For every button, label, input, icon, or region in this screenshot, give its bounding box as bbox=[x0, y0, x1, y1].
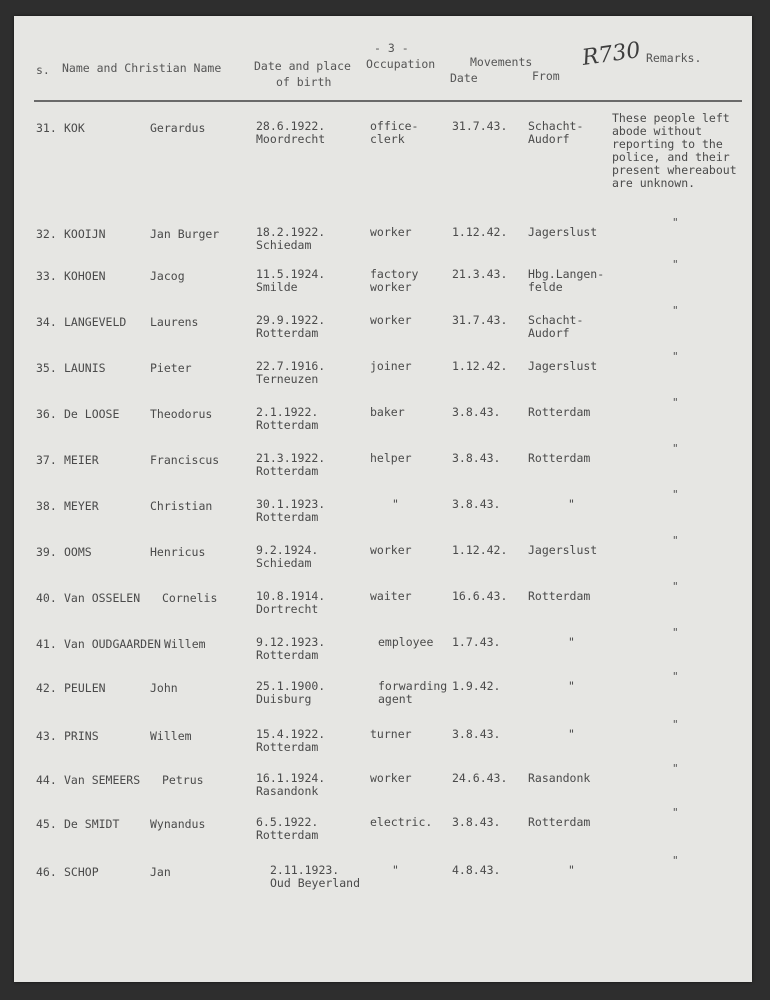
row-number: 39. bbox=[36, 545, 57, 559]
remarks-ditto: " bbox=[672, 762, 679, 775]
birth-place: Schiedam bbox=[256, 556, 312, 570]
given-name: John bbox=[150, 681, 178, 695]
remarks-line: police, and their bbox=[612, 150, 730, 164]
remarks-ditto: " bbox=[672, 216, 679, 229]
given-name: Willem bbox=[164, 637, 206, 651]
movement-date: 31.7.43. bbox=[452, 119, 508, 133]
movement-date: 31.7.43. bbox=[452, 313, 508, 327]
occupation-line2: clerk bbox=[370, 132, 405, 146]
row-number: 42. bbox=[36, 681, 57, 695]
movement-from: " bbox=[568, 679, 575, 693]
movement-from: Jagerslust bbox=[528, 359, 598, 373]
row-number: 36. bbox=[36, 407, 57, 421]
header-name: Name and Christian Name bbox=[62, 61, 222, 75]
remarks-ditto: " bbox=[672, 396, 679, 409]
page-number: - 3 - bbox=[374, 41, 409, 55]
occupation: worker bbox=[370, 313, 412, 327]
remarks-ditto: " bbox=[672, 718, 679, 731]
given-name: Franciscus bbox=[150, 453, 220, 467]
row-number: 40. bbox=[36, 591, 57, 605]
header-rule bbox=[34, 100, 742, 102]
header-birth-line1: Date and place bbox=[254, 59, 351, 73]
occupation: turner bbox=[370, 727, 412, 741]
birth-date: 10.8.1914. bbox=[256, 589, 326, 603]
birth-place: Rotterdam bbox=[256, 740, 319, 754]
occupation: forwarding bbox=[378, 679, 448, 693]
occupation-line2: worker bbox=[370, 280, 412, 294]
remarks-ditto: " bbox=[672, 580, 679, 593]
birth-date: 22.7.1916. bbox=[256, 359, 326, 373]
given-name: Willem bbox=[150, 729, 192, 743]
movement-date: 16.6.43. bbox=[452, 589, 508, 603]
movement-date: 1.12.42. bbox=[452, 543, 508, 557]
birth-date: 2.1.1922. bbox=[256, 405, 319, 419]
surname: Van SEMEERS bbox=[64, 773, 141, 787]
movement-date: 1.12.42. bbox=[452, 225, 508, 239]
surname: Van OSSELEN bbox=[64, 591, 141, 605]
movement-date: 21.3.43. bbox=[452, 267, 508, 281]
movement-from: " bbox=[568, 863, 575, 877]
document-page bbox=[14, 16, 752, 982]
birth-place: Rotterdam bbox=[256, 648, 319, 662]
movement-from-line2: Audorf bbox=[528, 326, 570, 340]
header-from: From bbox=[532, 69, 560, 83]
remarks-ditto: " bbox=[672, 350, 679, 363]
occupation: joiner bbox=[370, 359, 412, 373]
occupation: worker bbox=[370, 543, 412, 557]
remarks-ditto: " bbox=[672, 304, 679, 317]
movement-from: Jagerslust bbox=[528, 543, 598, 557]
birth-place: Rotterdam bbox=[256, 418, 319, 432]
birth-date: 15.4.1922. bbox=[256, 727, 326, 741]
given-name: Pieter bbox=[150, 361, 192, 375]
movement-from: Rotterdam bbox=[528, 405, 591, 419]
remarks-ditto: " bbox=[672, 534, 679, 547]
birth-date: 21.3.1922. bbox=[256, 451, 326, 465]
movement-from: Hbg.Langen- bbox=[528, 267, 605, 281]
birth-date: 30.1.1923. bbox=[256, 497, 326, 511]
birth-date: 9.2.1924. bbox=[256, 543, 319, 557]
occupation: " bbox=[392, 497, 399, 511]
movement-from: Rotterdam bbox=[528, 815, 591, 829]
occupation: " bbox=[392, 863, 399, 877]
birth-place: Duisburg bbox=[256, 692, 312, 706]
occupation: worker bbox=[370, 225, 412, 239]
row-number: 45. bbox=[36, 817, 57, 831]
occupation: baker bbox=[370, 405, 405, 419]
occupation: helper bbox=[370, 451, 412, 465]
occupation: employee bbox=[378, 635, 434, 649]
remarks-ditto: " bbox=[672, 854, 679, 867]
movement-date: 4.8.43. bbox=[452, 863, 501, 877]
remarks-ditto: " bbox=[672, 442, 679, 455]
movement-date: 1.7.43. bbox=[452, 635, 501, 649]
occupation: factory bbox=[370, 267, 419, 281]
surname: Van OUDGAARDEN bbox=[64, 637, 161, 651]
occupation: electric. bbox=[370, 815, 433, 829]
remarks-line: abode without bbox=[612, 124, 703, 138]
occupation: worker bbox=[370, 771, 412, 785]
surname: PRINS bbox=[64, 729, 99, 743]
given-name: Cornelis bbox=[162, 591, 218, 605]
birth-date: 2.11.1923. bbox=[270, 863, 340, 877]
surname: KOK bbox=[64, 121, 85, 135]
birth-date: 16.1.1924. bbox=[256, 771, 326, 785]
movement-from: Jagerslust bbox=[528, 225, 598, 239]
row-number: 37. bbox=[36, 453, 57, 467]
movement-date: 1.9.42. bbox=[452, 679, 501, 693]
movement-date: 24.6.43. bbox=[452, 771, 508, 785]
given-name: Jacog bbox=[150, 269, 185, 283]
birth-place: Rotterdam bbox=[256, 326, 319, 340]
movement-from: " bbox=[568, 635, 575, 649]
birth-date: 25.1.1900. bbox=[256, 679, 326, 693]
surname: De LOOSE bbox=[64, 407, 120, 421]
movement-date: 3.8.43. bbox=[452, 405, 501, 419]
given-name: Jan Burger bbox=[150, 227, 220, 241]
given-name: Christian bbox=[150, 499, 213, 513]
given-name: Laurens bbox=[150, 315, 199, 329]
row-number: 43. bbox=[36, 729, 57, 743]
header-date: Date bbox=[450, 71, 478, 85]
surname: MEYER bbox=[64, 499, 99, 513]
birth-place: Oud Beyerland bbox=[270, 876, 361, 890]
remarks-ditto: " bbox=[672, 488, 679, 501]
header-occupation: Occupation bbox=[366, 57, 436, 71]
movement-from-line2: Audorf bbox=[528, 132, 570, 146]
birth-date: 18.2.1922. bbox=[256, 225, 326, 239]
remarks-line: reporting to the bbox=[612, 137, 723, 151]
movement-from: Rotterdam bbox=[528, 589, 591, 603]
movement-date: 3.8.43. bbox=[452, 727, 501, 741]
given-name: Petrus bbox=[162, 773, 204, 787]
remarks-line: These people left bbox=[612, 111, 730, 125]
surname: MEIER bbox=[64, 453, 99, 467]
handwritten-reference: R730 bbox=[580, 38, 643, 71]
remarks-line: are unknown. bbox=[612, 176, 696, 190]
occupation: office- bbox=[370, 119, 419, 133]
remarks-ditto: " bbox=[672, 806, 679, 819]
row-number: 31. bbox=[36, 121, 57, 135]
row-number: 33. bbox=[36, 269, 57, 283]
row-number: 46. bbox=[36, 865, 57, 879]
row-number: 35. bbox=[36, 361, 57, 375]
remarks-ditto: " bbox=[672, 626, 679, 639]
birth-date: 29.9.1922. bbox=[256, 313, 326, 327]
surname: OOMS bbox=[64, 545, 92, 559]
remarks-ditto: " bbox=[672, 670, 679, 683]
movement-date: 1.12.42. bbox=[452, 359, 508, 373]
movement-from-line2: felde bbox=[528, 280, 563, 294]
birth-place: Schiedam bbox=[256, 238, 312, 252]
remarks-line: present whereabout bbox=[612, 163, 737, 177]
birth-date: 11.5.1924. bbox=[256, 267, 326, 281]
birth-place: Rotterdam bbox=[256, 828, 319, 842]
header-number: s. bbox=[36, 63, 50, 77]
row-number: 44. bbox=[36, 773, 57, 787]
surname: De SMIDT bbox=[64, 817, 120, 831]
movement-date: 3.8.43. bbox=[452, 451, 501, 465]
remarks-ditto: " bbox=[672, 258, 679, 271]
movement-from: Rotterdam bbox=[528, 451, 591, 465]
row-number: 38. bbox=[36, 499, 57, 513]
birth-place: Dortrecht bbox=[256, 602, 319, 616]
movement-from: " bbox=[568, 727, 575, 741]
given-name: Jan bbox=[150, 865, 171, 879]
birth-place: Rotterdam bbox=[256, 464, 319, 478]
surname: KOOIJN bbox=[64, 227, 106, 241]
movement-from: Schacht- bbox=[528, 313, 584, 327]
birth-place: Smilde bbox=[256, 280, 298, 294]
given-name: Gerardus bbox=[150, 121, 206, 135]
birth-date: 6.5.1922. bbox=[256, 815, 319, 829]
movement-from: Schacht- bbox=[528, 119, 584, 133]
header-remarks: Remarks. bbox=[646, 51, 702, 65]
row-number: 41. bbox=[36, 637, 57, 651]
surname: LANGEVELD bbox=[64, 315, 127, 329]
birth-place: Moordrecht bbox=[256, 132, 326, 146]
surname: LAUNIS bbox=[64, 361, 106, 375]
movement-from: " bbox=[568, 497, 575, 511]
movement-from: Rasandonk bbox=[528, 771, 591, 785]
surname: PEULEN bbox=[64, 681, 106, 695]
birth-place: Terneuzen bbox=[256, 372, 319, 386]
row-number: 34. bbox=[36, 315, 57, 329]
header-birth-line2: of birth bbox=[276, 75, 332, 89]
movement-date: 3.8.43. bbox=[452, 497, 501, 511]
birth-place: Rasandonk bbox=[256, 784, 319, 798]
birth-date: 28.6.1922. bbox=[256, 119, 326, 133]
occupation-line2: agent bbox=[378, 692, 413, 706]
occupation: waiter bbox=[370, 589, 412, 603]
movement-date: 3.8.43. bbox=[452, 815, 501, 829]
birth-date: 9.12.1923. bbox=[256, 635, 326, 649]
given-name: Wynandus bbox=[150, 817, 206, 831]
birth-place: Rotterdam bbox=[256, 510, 319, 524]
header-movements: Movements bbox=[470, 55, 533, 69]
given-name: Theodorus bbox=[150, 407, 213, 421]
surname: SCHOP bbox=[64, 865, 99, 879]
given-name: Henricus bbox=[150, 545, 206, 559]
surname: KOHOEN bbox=[64, 269, 106, 283]
row-number: 32. bbox=[36, 227, 57, 241]
